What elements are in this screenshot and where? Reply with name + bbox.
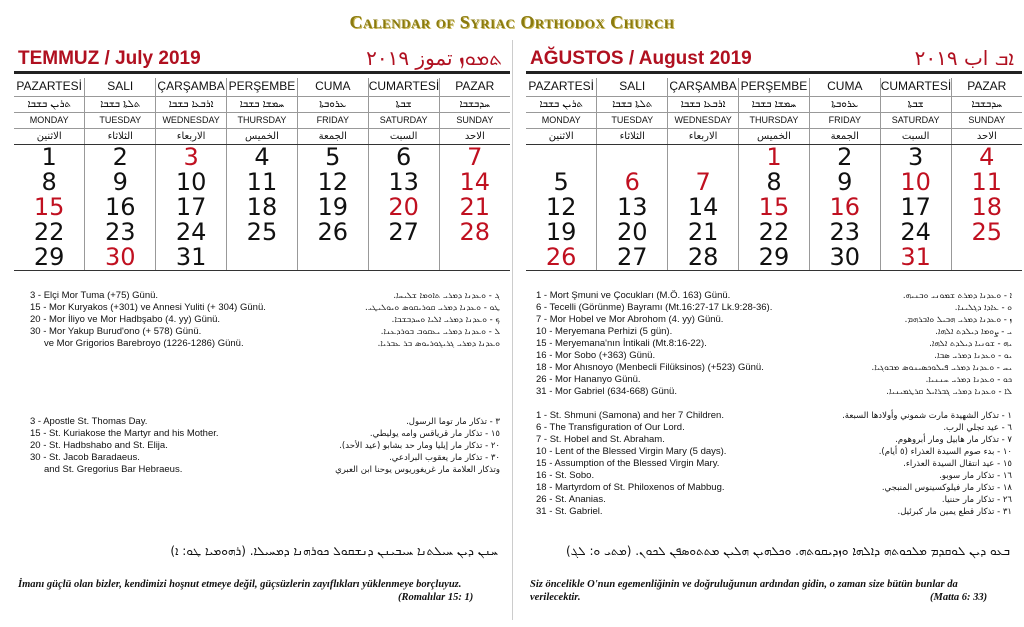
day-cell: 10 xyxy=(156,170,227,195)
day-name-arabic: الثلاثاء xyxy=(597,128,668,144)
day-cell: 22 xyxy=(33,217,65,246)
day-cell: 31 xyxy=(880,245,951,271)
day-cell: 26 xyxy=(297,220,368,245)
event-syriac: ܐ - ܘܥܕܢܐ ܕܡܪܬ ܫܡܘܢܝ ܘܒܢܝܗ. xyxy=(902,291,1012,301)
week-row xyxy=(526,245,1022,271)
day-name-english: WEDNESDAY xyxy=(668,112,739,128)
event-syriac: ܘ - ܥܐܕܐ ܕܓܠܝܢܐ. xyxy=(954,303,1012,313)
day-name-english: TUESDAY xyxy=(597,112,668,128)
day-cell: 25 xyxy=(951,220,1022,245)
day-name-turkish: PERŞEMBE xyxy=(739,78,810,96)
event-syriac: ܟ - ܘܥܕܢܐ ܕܡܪܝ ܐܠܝܐ ܘܚܕܒܫܒܐ. xyxy=(391,315,500,325)
event-syriac: ܓ - ܘܥܕܢܐ ܕܡܪܝ ܬܐܘܡܐ ܫܠܝܚܐ. xyxy=(393,291,500,301)
day-cell: 7 xyxy=(439,144,510,170)
event-arabic: ٣٠ - تذكار مار يعقوب البرادعي. xyxy=(389,453,500,463)
event-syriac: ܛܘ - ܘܥܕܢܐ ܕܡܪܝ ܩܘܪܝܩܘܣ ܘܝܘܠܝܛܝ. xyxy=(365,303,500,313)
event-english: 26 - St. Ananias. xyxy=(536,494,606,505)
day-cell: 19 xyxy=(297,195,368,220)
event-english: 7 - St. Hobel and St. Abraham. xyxy=(536,434,665,445)
day-name-arabic: الاثنين xyxy=(14,128,85,144)
event-arabic: ٧ - تذكار مار هابيل ومار أبروهوم. xyxy=(895,435,1012,445)
event-arabic: ١ - تذكار الشهيدة مارت شموني وأولادها السبعة. xyxy=(842,411,1012,421)
day-cell: 16 xyxy=(809,195,880,220)
day-name-turkish: CUMA xyxy=(809,78,880,96)
day-name-turkish: CUMARTESİ xyxy=(368,78,439,96)
day-name-english: WEDNESDAY xyxy=(156,112,227,128)
day-name-syriac: ܥܪܘܒܬܐ xyxy=(809,96,880,112)
event-english: 10 - Lent of the Blessed Virgin Mary (5 days). xyxy=(536,446,727,457)
event-english: 15 - St. Kuriakose the Martyr and his Mother. xyxy=(30,428,219,439)
event-turkish: 15 - Meryemana'nın İntikali (Mt.8:16-22). xyxy=(536,338,707,349)
day-cell: 20 xyxy=(368,195,439,220)
event-turkish: ve Mor Grigorios Barebroyo (1226-1286) Günü. xyxy=(44,338,244,349)
day-name-syriac: ܚܡܫܐ ܒܫܒܐ xyxy=(739,96,810,112)
day-cell: 5 xyxy=(553,167,569,196)
event-arabic: وتذكار العلامة مار غريغوريوس يوحنا ابن العبري xyxy=(335,465,500,475)
event-syriac: ܝ - ܨܘܡܐ ܕܝܠܕܬ ܐܠܗܐ. xyxy=(935,327,1012,337)
day-cell: 17 xyxy=(156,195,227,220)
day-name-arabic: الاحد xyxy=(439,128,510,144)
event-syriac: ܘܥܕܢܐ ܕܡܪܝ ܓܪܝܓܘܪܝܘܣ ܒܪ ܥܒܪܝܐ. xyxy=(377,339,500,349)
day-name-syriac: ܐܪܒܥܐ ܒܫܒܐ xyxy=(668,96,739,112)
event-arabic: ١٥ - عيد انتقال السيدة العذراء. xyxy=(903,459,1012,469)
day-name-syriac: ܬܪܝܢ ܒܫܒܐ xyxy=(14,96,85,112)
calendar-page-july xyxy=(14,44,510,271)
day-name-syriac: ܬܠܬܐ ܒܫܒܐ xyxy=(85,96,156,112)
day-cell xyxy=(439,245,510,271)
day-cell xyxy=(597,144,668,170)
day-cell: 26 xyxy=(526,245,597,271)
scripture-reference: (Romalılar 15: 1) xyxy=(398,592,474,603)
event-turkish: 18 - Mor Ahısnoyo (Menbecli Filüksinos) (+523) Günü. xyxy=(536,362,764,373)
day-cell: 13 xyxy=(368,170,439,195)
day-name-syriac: ܚܕܒܫܒܐ xyxy=(951,96,1022,112)
event-english: and St. Gregorius Bar Hebraeus. xyxy=(44,464,183,475)
event-turkish: 30 - Mor Yakup Burud'ono (+ 578) Günü. xyxy=(30,326,202,337)
day-cell: 18 xyxy=(951,195,1022,220)
day-cell: 9 xyxy=(809,170,880,195)
page-divider xyxy=(512,40,513,620)
event-arabic: ٦ - عيد تجلي الرب. xyxy=(943,423,1012,433)
event-english: 6 - The Transfiguration of Our Lord. xyxy=(536,422,685,433)
day-cell: 10 xyxy=(880,170,951,195)
day-name-turkish: ÇARŞAMBA xyxy=(668,78,739,96)
day-cell: 24 xyxy=(156,220,227,245)
calendar-page-august xyxy=(526,44,1022,271)
event-english: 3 - Apostle St. Thomas Day. xyxy=(30,416,148,427)
day-cell: 8 xyxy=(41,167,57,196)
event-english: 16 - St. Sobo. xyxy=(536,470,595,481)
day-cell: 8 xyxy=(739,170,810,195)
day-name-english: THURSDAY xyxy=(227,112,298,128)
day-name-english: MONDAY xyxy=(526,112,597,128)
day-name-arabic: الاحد xyxy=(951,128,1022,144)
day-name-english: SATURDAY xyxy=(368,112,439,128)
event-turkish: 26 - Mor Hananyo Günü. xyxy=(536,374,641,385)
week-row xyxy=(526,195,1022,220)
day-cell: 6 xyxy=(597,170,668,195)
day-cell: 21 xyxy=(439,195,510,220)
day-cell: 16 xyxy=(85,195,156,220)
day-cell: 7 xyxy=(668,170,739,195)
day-name-arabic: الاربعاء xyxy=(156,128,227,144)
event-arabic: ٢٦ - تذكار مار حننيا. xyxy=(941,495,1012,505)
month-title: TEMMUZ / July 2019 xyxy=(18,48,201,69)
scripture-quote-turkish: İmanı güçlü olan bizler, kendimizi hoşnut etmeye değil, güçsüzlerin zayıflıkları yüklenmeye borçluyuz. xyxy=(18,579,462,590)
day-name-turkish: PAZAR xyxy=(951,78,1022,96)
event-syriac: ܝܚ - ܘܥܕܢܐ ܕܡܪܝ ܦܝܠܘܟܣܝܢܘܣ ܡܒܘܓܝܐ. xyxy=(871,363,1012,373)
day-name-arabic: الجمعة xyxy=(809,128,880,144)
day-cell: 13 xyxy=(597,195,668,220)
event-turkish: 16 - Mor Sobo (+363) Günü. xyxy=(536,350,656,361)
day-name-turkish: PAZARTESİ xyxy=(14,78,85,96)
day-cell: 1 xyxy=(41,142,57,171)
day-cell: 3 xyxy=(880,144,951,170)
scripture-quote-turkish: Siz öncelikle O'nun egemenliğinin ve doğruluğunun ardından gidin, o zaman size bütün bunlar da verilecektir. xyxy=(530,579,958,603)
day-cell: 11 xyxy=(227,170,298,195)
day-cell: 27 xyxy=(368,220,439,245)
day-name-english: SATURDAY xyxy=(880,112,951,128)
month-title-syriac: ܐܒ اب ٢٠١٩ xyxy=(914,46,1014,70)
day-name-arabic: الخميس xyxy=(227,128,298,144)
event-arabic: ١٨ - تذكار مار فيلوكسينوس المنبجي. xyxy=(881,483,1012,493)
day-name-english: THURSDAY xyxy=(739,112,810,128)
month-grid xyxy=(14,78,510,271)
event-arabic: ٣ - تذكار مار توما الرسول. xyxy=(406,417,500,427)
day-cell: 23 xyxy=(809,220,880,245)
day-cell: 29 xyxy=(14,245,85,271)
day-cell: 4 xyxy=(951,144,1022,170)
day-name-arabic: الاثنين xyxy=(526,128,597,144)
event-syriac: ܠ - ܘܥܕܢܐ ܕܡܪܝ ܝܥܩܘܒ ܒܘܪܕܥܢܐ. xyxy=(380,327,500,337)
day-name-turkish: PERŞEMBE xyxy=(227,78,298,96)
day-cell: 31 xyxy=(156,245,227,271)
day-name-arabic: الخميس xyxy=(739,128,810,144)
day-cell xyxy=(951,245,1022,271)
day-cell: 27 xyxy=(597,245,668,271)
day-cell: 29 xyxy=(739,245,810,271)
day-cell: 28 xyxy=(668,245,739,271)
scripture-quote-syriac: ܒܥܘ ܕܝܢ ܠܘܩܕܡ ܡܠܟܘܬܗ ܕܐܠܗܐ ܘܙܕܝܩܘܬܗ. ܘܟܠܗܝܢ ܗܠܝܢ ܡܬܬܘܣܦܢ ܠܟܘܢ. (ܡܬܝ ܘ: ܠܓ) xyxy=(565,544,1010,558)
day-cell: 17 xyxy=(880,195,951,220)
day-cell: 12 xyxy=(297,170,368,195)
day-name-turkish: SALI xyxy=(85,78,156,96)
day-cell xyxy=(368,245,439,271)
event-english: 30 - St. Jacob Baradaeus. xyxy=(30,452,140,463)
day-cell: 30 xyxy=(809,245,880,271)
day-name-turkish: ÇARŞAMBA xyxy=(156,78,227,96)
day-name-english: SUNDAY xyxy=(439,112,510,128)
day-name-syriac: ܫܒܬܐ xyxy=(880,96,951,112)
week-row xyxy=(14,220,510,245)
month-title: AĞUSTOS / August 2019 xyxy=(530,48,752,69)
page-title: Calendar of Syriac Orthodox Church xyxy=(349,12,675,32)
event-arabic: ٢٠ - تذكار مار إيليا ومار حد بشابو (عيد الأحد). xyxy=(339,441,500,451)
month-title-syriac: ܬܡܘܙ تموز ٢٠١٩ xyxy=(366,46,502,70)
event-turkish: 20 - Mor İliyo ve Mor Hadbşabo (4. yy) Günü. xyxy=(30,314,221,325)
week-row xyxy=(14,170,510,195)
day-name-arabic: الجمعة xyxy=(297,128,368,144)
day-name-arabic: الاربعاء xyxy=(668,128,739,144)
day-cell: 15 xyxy=(33,192,65,221)
day-cell: 30 xyxy=(85,245,156,271)
day-name-turkish: CUMARTESİ xyxy=(880,78,951,96)
day-name-turkish: PAZARTESİ xyxy=(526,78,597,96)
event-syriac: ܝܘ - ܘܥܕܢܐ ܕܡܪܝ ܣܒܐ. xyxy=(934,351,1012,361)
day-cell xyxy=(668,144,739,170)
day-name-arabic: الثلاثاء xyxy=(85,128,156,144)
day-cell: 25 xyxy=(227,220,298,245)
day-cell: 14 xyxy=(439,170,510,195)
event-turkish: 15 - Mor Kuryakos (+301) ve Annesi Yuliti (+ 304) Günü. xyxy=(30,302,266,313)
week-row xyxy=(526,170,1022,195)
day-cell xyxy=(227,245,298,271)
event-english: 31 - St. Gabriel. xyxy=(536,506,603,517)
day-name-arabic: السبت xyxy=(880,128,951,144)
day-cell: 5 xyxy=(297,144,368,170)
event-english: 1 - St. Shmuni (Samona) and her 7 Children. xyxy=(536,410,724,421)
day-cell: 2 xyxy=(809,144,880,170)
day-name-english: MONDAY xyxy=(14,112,85,128)
day-cell: 24 xyxy=(880,220,951,245)
day-cell: 28 xyxy=(439,220,510,245)
day-cell: 11 xyxy=(951,170,1022,195)
day-cell: 1 xyxy=(739,144,810,170)
event-english: 18 - Martyrdom of St. Philoxenos of Mabbug. xyxy=(536,482,725,493)
week-row xyxy=(14,144,510,170)
day-name-syriac: ܚܕܒܫܒܐ xyxy=(439,96,510,112)
day-cell: 9 xyxy=(85,170,156,195)
day-name-turkish: PAZAR xyxy=(439,78,510,96)
day-name-syriac: ܬܪܝܢ ܒܫܒܐ xyxy=(526,96,597,112)
day-name-turkish: SALI xyxy=(597,78,668,96)
event-arabic: ٣١ - تذكار قطع يمين مار كبرئيل. xyxy=(897,507,1012,517)
week-row xyxy=(526,144,1022,170)
month-header xyxy=(14,44,510,74)
day-name-syriac: ܬܠܬܐ ܒܫܒܐ xyxy=(597,96,668,112)
day-name-english: FRIDAY xyxy=(809,112,880,128)
day-name-syriac: ܚܡܫܐ ܒܫܒܐ xyxy=(227,96,298,112)
day-cell: 23 xyxy=(85,220,156,245)
day-cell: 4 xyxy=(227,144,298,170)
day-cell: 22 xyxy=(739,220,810,245)
week-row xyxy=(14,245,510,271)
day-name-english: TUESDAY xyxy=(85,112,156,128)
event-syriac: ܙ - ܘܥܕܢܐ ܕܡܪܝ ܗܒܝܠ ܘܐܒܪܗܡ. xyxy=(904,315,1012,325)
event-english: 15 - Assumption of the Blessed Virgin Mary. xyxy=(536,458,720,469)
event-syriac: ܠܐ - ܘܥܕܢܐ ܕܡܪܝ ܓܒܪܐܝܠ ܩܪܛܡܝܢܝܐ. xyxy=(886,387,1012,397)
day-name-syriac: ܫܒܬܐ xyxy=(368,96,439,112)
day-cell: 14 xyxy=(668,195,739,220)
day-name-english: SUNDAY xyxy=(951,112,1022,128)
day-name-arabic: السبت xyxy=(368,128,439,144)
event-turkish: 31 - Mor Gabriel (634-668) Günü. xyxy=(536,386,677,397)
day-name-turkish: CUMA xyxy=(297,78,368,96)
day-cell: 19 xyxy=(545,217,577,246)
event-syriac: ܝܗ - ܫܘܢܝܐ ܕܝܠܕܬ ܐܠܗܐ. xyxy=(929,339,1012,349)
day-name-syriac: ܥܪܘܒܬܐ xyxy=(297,96,368,112)
scripture-reference: (Matta 6: 33) xyxy=(930,592,988,603)
day-name-english: FRIDAY xyxy=(297,112,368,128)
day-cell: 20 xyxy=(597,220,668,245)
event-english: 20 - St. Hadbshabo and St. Elija. xyxy=(30,440,168,451)
event-syriac: ܟܘ - ܘܥܕܢܐ ܕܡܪܝ ܚܢܢܝܐ. xyxy=(925,375,1012,385)
day-cell: 18 xyxy=(227,195,298,220)
day-name-syriac: ܐܪܒܥܐ ܒܫܒܐ xyxy=(156,96,227,112)
day-cell xyxy=(526,144,597,170)
day-cell: 12 xyxy=(545,192,577,221)
month-grid xyxy=(526,78,1022,271)
day-cell: 2 xyxy=(85,144,156,170)
event-arabic: ١٥ - تذكار مار قرياقس وامه يوليطي. xyxy=(369,429,500,439)
day-cell: 21 xyxy=(668,220,739,245)
day-cell: 6 xyxy=(368,144,439,170)
day-cell xyxy=(297,245,368,271)
event-turkish: 7 - Mor Hobel ve Mor Abrohom (4. yy) Günü. xyxy=(536,314,724,325)
week-row xyxy=(14,195,510,220)
day-cell: 3 xyxy=(156,144,227,170)
month-header xyxy=(526,44,1022,74)
event-arabic: ١٦ - تذكار مار سوبو. xyxy=(939,471,1012,481)
event-arabic: ١٠ - بدء صوم السيدة العذراء (٥ أيام). xyxy=(878,447,1012,457)
day-cell: 15 xyxy=(739,195,810,220)
event-turkish: 1 - Mort Şmuni ve Çocukları (M.Ö. 163) Günü. xyxy=(536,290,731,301)
event-turkish: 10 - Meryemana Perhizi (5 gün). xyxy=(536,326,673,337)
event-turkish: 3 - Elçi Mor Tuma (+75) Günü. xyxy=(30,290,159,301)
scripture-quote-syriac: ܚܢܢ ܕܝܢ ܚܝܠܬܢܐ ܚܝܒܝܢܢ ܕܢܫܩܘܠ ܟܘܪܗܢܐ ܕܡܚܝܠܐ. (ܪܗܘܡܝܐ ܛܘ: ܐ) xyxy=(170,544,498,558)
event-turkish: 6 - Tecelli (Görünme) Bayramı (Mt.16:27-17 Lk.9:28-36). xyxy=(536,302,773,313)
week-row xyxy=(526,220,1022,245)
